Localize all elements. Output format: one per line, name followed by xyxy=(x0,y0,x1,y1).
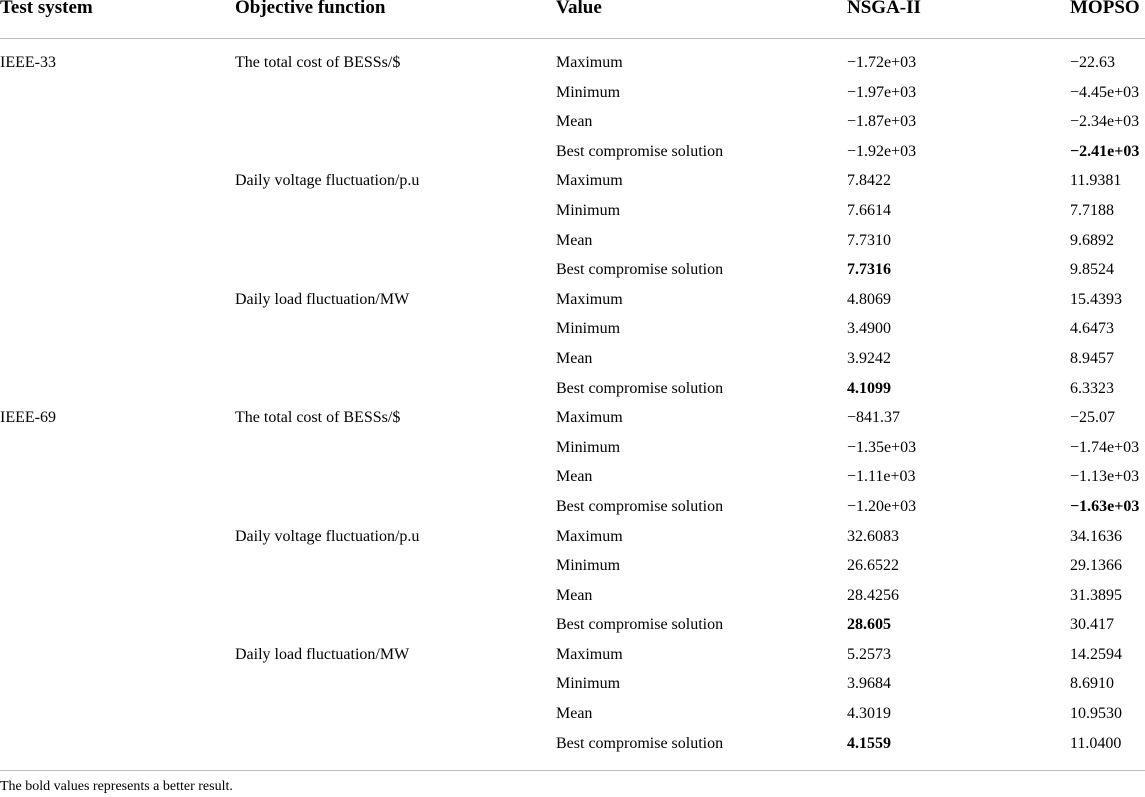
table-header xyxy=(0,0,1145,39)
table-body xyxy=(0,39,1145,759)
cell-value-type: Best compromise solution xyxy=(556,497,724,515)
cell-nsga-ii: 4.1099 xyxy=(847,379,891,397)
cell-mopso: 15.4393 xyxy=(1070,290,1122,308)
cell-value-type: Maximum xyxy=(556,54,623,71)
cell-mopso: −22.63 xyxy=(1070,54,1116,71)
table-row xyxy=(0,286,1145,316)
cell-nsga-ii: 28.605 xyxy=(847,616,891,634)
cell-value-type: Minimum xyxy=(556,438,621,456)
cell-nsga-ii: 7.6614 xyxy=(847,201,891,219)
cell-mopso: 11.0400 xyxy=(1070,734,1122,752)
cell-mopso: 31.3895 xyxy=(1070,586,1122,604)
cell-nsga-ii: −1.11e+03 xyxy=(847,468,916,486)
cell-nsga-ii: 4.1559 xyxy=(847,734,891,752)
cell-nsga-ii: 4.8069 xyxy=(847,290,891,308)
cell-mopso: −1.74e+03 xyxy=(1070,438,1140,456)
cell-value-type: Maximum xyxy=(556,172,623,190)
cell-mopso: −4.45e+03 xyxy=(1070,83,1140,101)
cell-value-type: Mean xyxy=(556,705,593,723)
table-row xyxy=(0,256,1145,286)
cell-mopso: 30.417 xyxy=(1070,616,1114,634)
table-row xyxy=(0,523,1145,553)
cell-value-type: Minimum xyxy=(556,201,621,219)
cell-nsga-ii: −1.20e+03 xyxy=(847,497,917,515)
cell-nsga-ii: 3.4900 xyxy=(847,320,891,338)
cell-nsga-ii: 32.6083 xyxy=(847,527,899,545)
header-mopso: MOPSO xyxy=(1070,0,1140,18)
cell-mopso: 14.2594 xyxy=(1070,645,1122,663)
cell-test-system: IEEE-69 xyxy=(0,409,56,427)
table-row xyxy=(0,552,1145,582)
table-row xyxy=(0,700,1145,730)
cell-mopso: −1.13e+03 xyxy=(1070,468,1140,486)
cell-mopso: 9.6892 xyxy=(1070,231,1114,249)
cell-objective-function: The total cost of BESSs/$ xyxy=(235,54,401,71)
table-row xyxy=(0,79,1145,109)
cell-value-type: Best compromise solution xyxy=(556,261,724,279)
cell-nsga-ii: 26.6522 xyxy=(847,557,899,575)
cell-mopso: 11.9381 xyxy=(1070,172,1122,190)
table-row xyxy=(0,227,1145,257)
table-row xyxy=(0,670,1145,700)
header-objective-function: Objective function xyxy=(235,0,386,18)
cell-value-type: Mean xyxy=(556,468,593,486)
cell-objective-function: Daily voltage fluctuation/p.u xyxy=(235,172,420,190)
table-row xyxy=(0,197,1145,227)
cell-value-type: Mean xyxy=(556,113,593,131)
cell-value-type: Mean xyxy=(556,586,593,604)
table-row xyxy=(0,138,1145,168)
cell-mopso: 10.9530 xyxy=(1070,705,1122,723)
cell-mopso: −2.41e+03 xyxy=(1070,142,1140,160)
cell-value-type: Mean xyxy=(556,231,593,249)
cell-value-type: Minimum xyxy=(556,83,621,101)
cell-value-type: Minimum xyxy=(556,675,621,693)
cell-mopso: 8.9457 xyxy=(1070,349,1114,367)
cell-nsga-ii: 4.3019 xyxy=(847,705,891,723)
cell-nsga-ii: 3.9242 xyxy=(847,349,891,367)
cell-objective-function: The total cost of BESSs/$ xyxy=(235,409,401,427)
cell-test-system: IEEE-33 xyxy=(0,54,56,71)
cell-nsga-ii: 7.7310 xyxy=(847,231,891,249)
cell-nsga-ii: 28.4256 xyxy=(847,586,899,604)
table-row xyxy=(0,730,1145,760)
table-row xyxy=(0,108,1145,138)
cell-nsga-ii: −1.35e+03 xyxy=(847,438,917,456)
cell-nsga-ii: 3.9684 xyxy=(847,675,891,693)
cell-value-type: Mean xyxy=(556,349,593,367)
table-row xyxy=(0,345,1145,375)
cell-mopso: 8.6910 xyxy=(1070,675,1114,693)
cell-nsga-ii: −1.97e+03 xyxy=(847,83,917,101)
table-row xyxy=(0,611,1145,641)
cell-value-type: Best compromise solution xyxy=(556,616,724,634)
cell-value-type: Maximum xyxy=(556,409,623,427)
cell-nsga-ii: −1.92e+03 xyxy=(847,142,917,160)
table-row xyxy=(0,167,1145,197)
cell-value-type: Minimum xyxy=(556,557,621,575)
cell-nsga-ii: −1.72e+03 xyxy=(847,54,917,71)
cell-value-type: Maximum xyxy=(556,645,623,663)
cell-mopso: 4.6473 xyxy=(1070,320,1114,338)
table-row xyxy=(0,315,1145,345)
cell-mopso: 7.7188 xyxy=(1070,201,1114,219)
cell-value-type: Best compromise solution xyxy=(556,734,724,752)
cell-nsga-ii: 7.7316 xyxy=(847,261,891,279)
cell-value-type: Maximum xyxy=(556,290,623,308)
cell-objective-function: Daily load fluctuation/MW xyxy=(235,645,410,663)
table-row xyxy=(0,375,1145,405)
table-row xyxy=(0,493,1145,523)
table-row xyxy=(0,404,1145,434)
table-row xyxy=(0,582,1145,612)
cell-mopso: −1.63e+03 xyxy=(1070,497,1140,515)
table-row xyxy=(0,49,1145,79)
cell-nsga-ii: 7.8422 xyxy=(847,172,891,190)
cell-mopso: 34.1636 xyxy=(1070,527,1122,545)
cell-mopso: 9.8524 xyxy=(1070,261,1114,279)
cell-value-type: Best compromise solution xyxy=(556,142,724,160)
cell-nsga-ii: 5.2573 xyxy=(847,645,891,663)
cell-value-type: Minimum xyxy=(556,320,621,338)
table-row xyxy=(0,463,1145,493)
header-value: Value xyxy=(556,0,602,18)
cell-mopso: 6.3323 xyxy=(1070,379,1114,397)
header-nsga-ii: NSGA-II xyxy=(847,0,921,18)
table-row xyxy=(0,434,1145,464)
bottom-rule xyxy=(0,770,1145,771)
cell-mopso: −25.07 xyxy=(1070,409,1116,427)
cell-nsga-ii: −841.37 xyxy=(847,409,901,427)
table-footnote: The bold values represents a better result. xyxy=(0,779,233,794)
cell-objective-function: Daily voltage fluctuation/p.u xyxy=(235,527,420,545)
cell-mopso: −2.34e+03 xyxy=(1070,113,1140,131)
cell-mopso: 29.1366 xyxy=(1070,557,1122,575)
cell-objective-function: Daily load fluctuation/MW xyxy=(235,290,410,308)
cell-nsga-ii: −1.87e+03 xyxy=(847,113,917,131)
cell-value-type: Best compromise solution xyxy=(556,379,724,397)
cell-value-type: Maximum xyxy=(556,527,623,545)
header-test-system: Test system xyxy=(0,0,93,18)
table-row xyxy=(0,641,1145,671)
